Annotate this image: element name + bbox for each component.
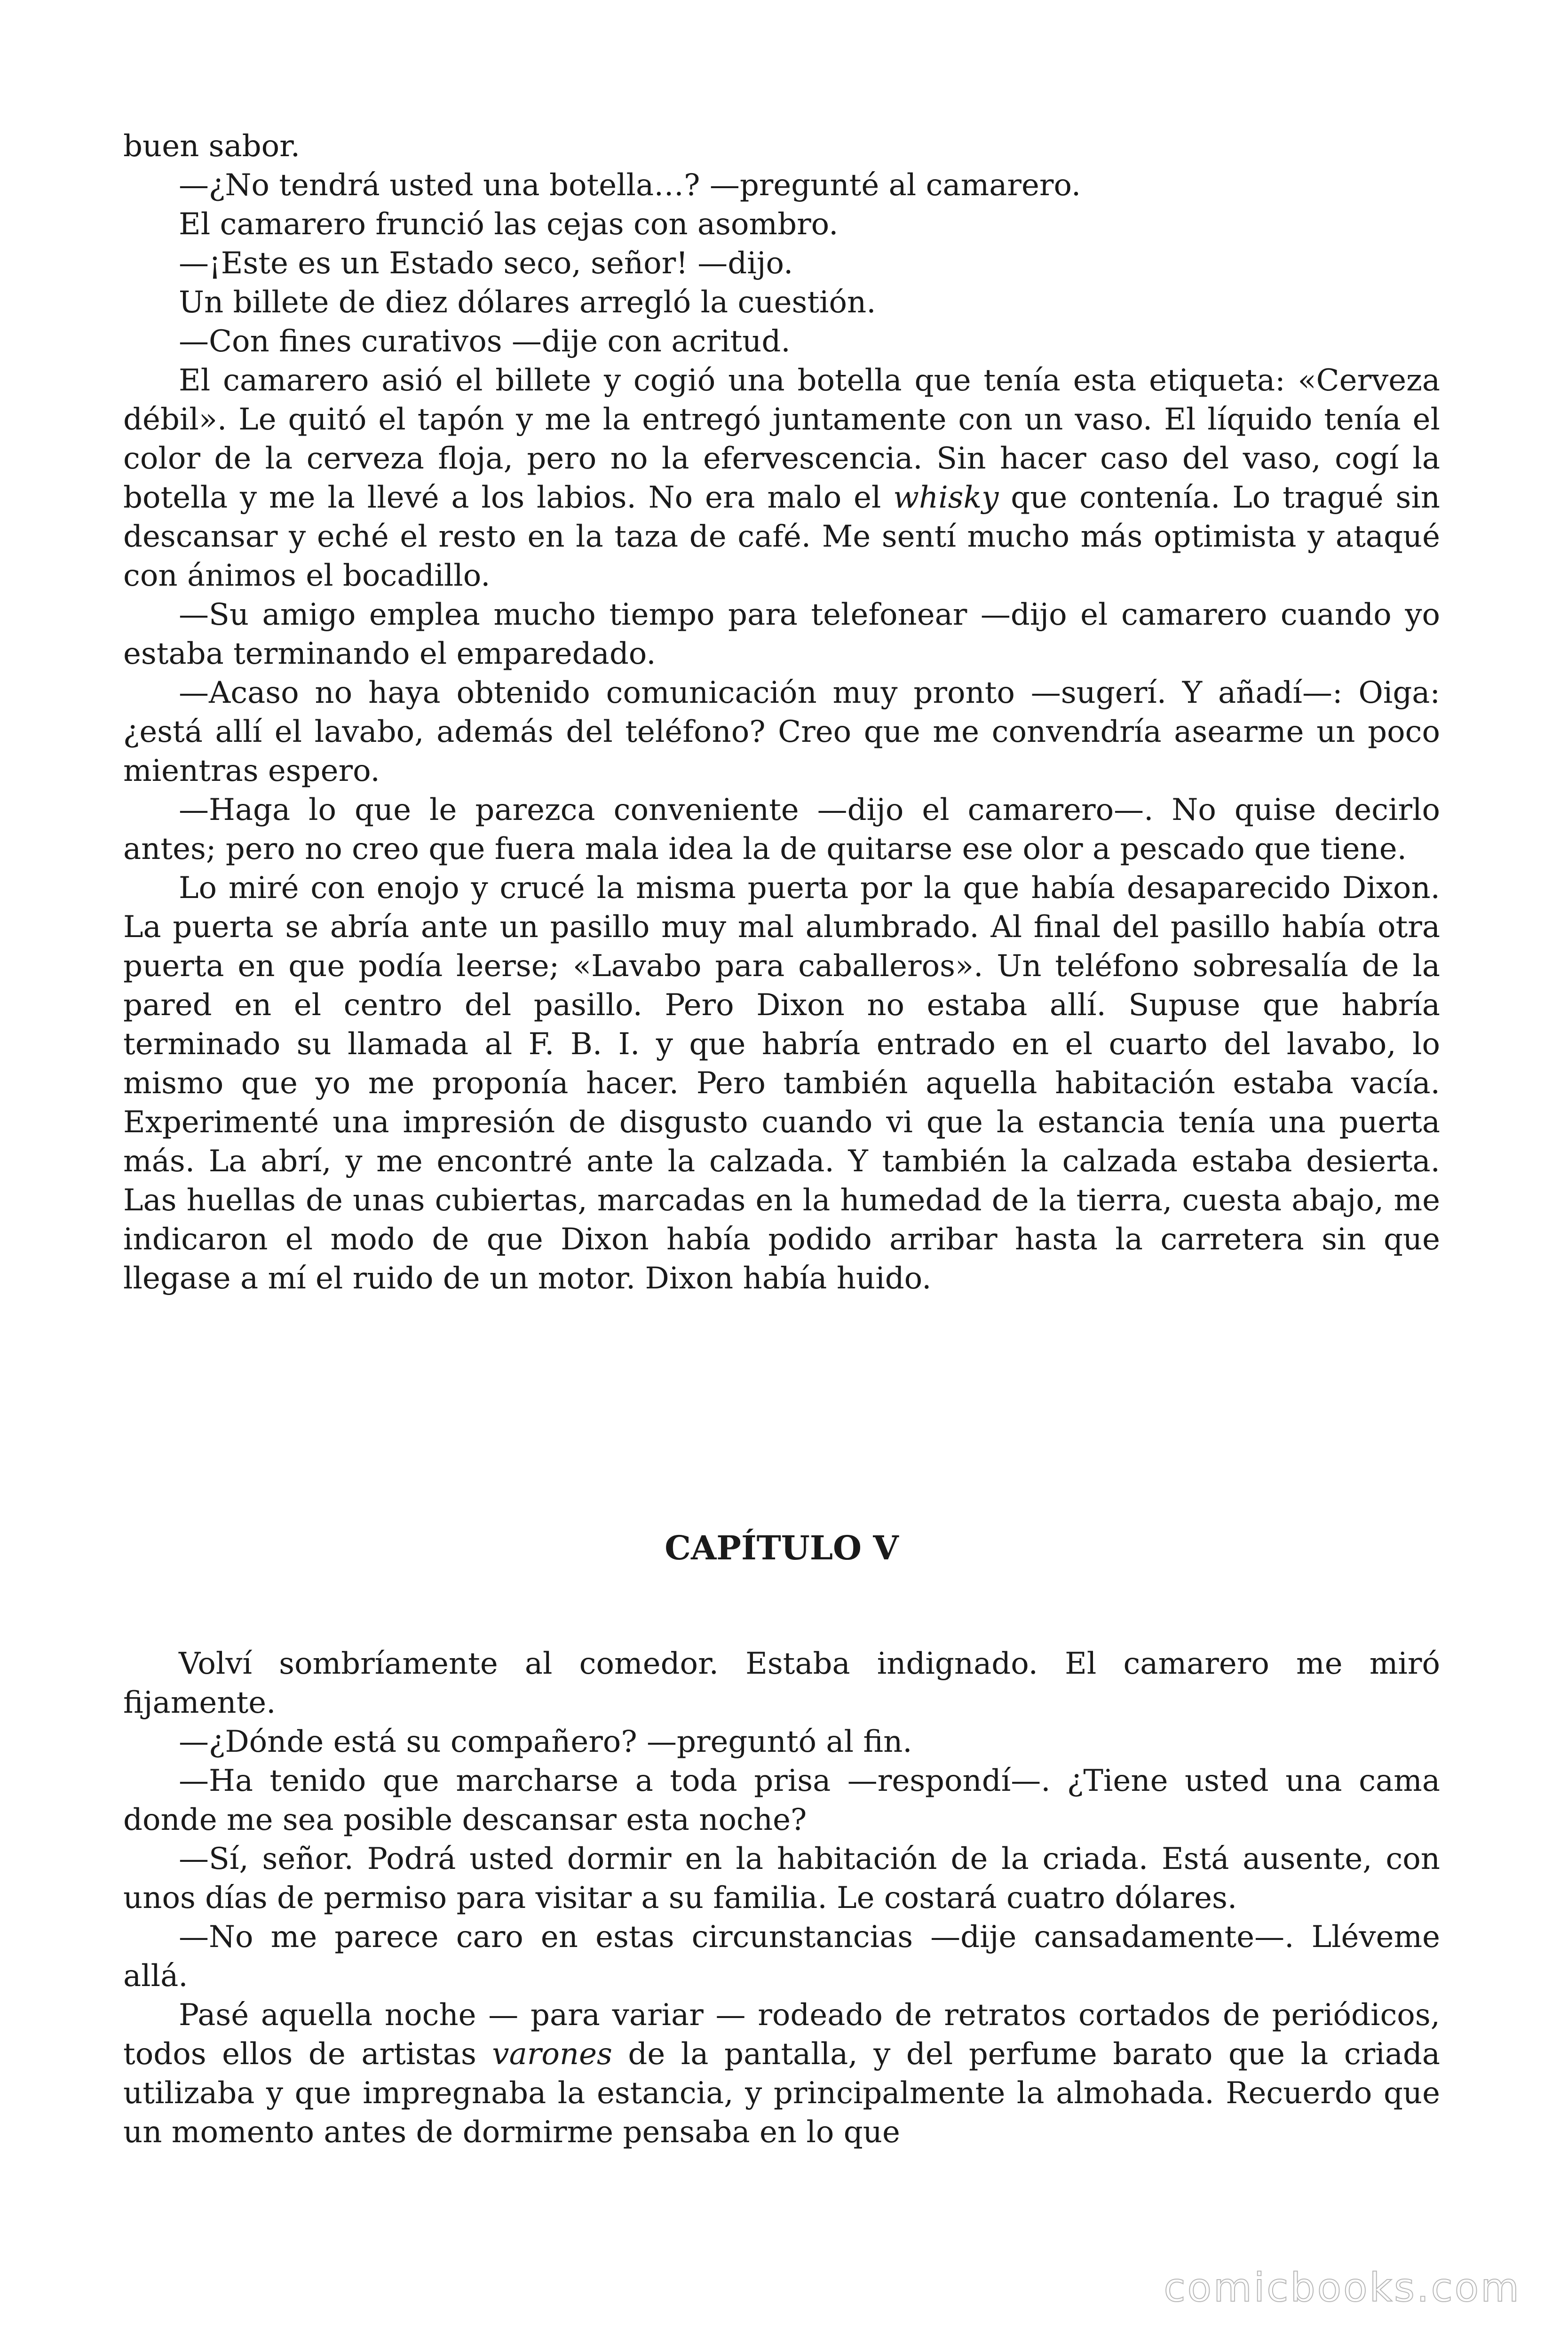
paragraph (123, 361, 1440, 596)
paragraph (123, 1996, 1440, 2152)
paragraph-text: Pasé aquella noche — para variar — rodeado de retratos cortados de periódicos, todos ellos de artistas (123, 1998, 1440, 2072)
paragraph: —Con fines curativos —dije con acritud. (179, 324, 791, 359)
paragraph: —Su amigo emplea mucho tiempo para telefonear —dijo el camarero cuando yo estaba terminando el emparedado. (123, 597, 1440, 671)
italic-word: whisky (893, 480, 999, 515)
watermark-logo: comicbooks.com (1164, 2265, 1521, 2311)
paragraph: —¡Este es un Estado seco, señor! —dijo. (179, 246, 793, 281)
paragraph-text: que contenía. Lo tragué sin descansar y eché el resto en la taza de café. Me sentí mucho más optimista y ataqué con ánimos el bocadillo. (123, 480, 1441, 593)
paragraph: Lo miré con enojo y crucé la misma puerta por la que había desaparecido Dixon. La puerta se abría ante un pasillo muy mal alumbrado. Al final del pasillo había otra puerta en que podía leerse; «Lavabo para caballeros». Un teléfono sobresalía de la pared en el centro del pasillo. Pero Dixon no estaba allí. Supuse que habría terminado su llamada al F. B. I. y que habría entrado en el cuarto del lavabo, lo mismo que yo me proponía hacer. Pero también aquella habitación estaba vacía. Experimenté una impresión de disgusto cuando vi que la estancia tenía una puerta más. La abrí, y me encontré ante la calzada. Y también la calzada estaba desierta. Las huellas de unas cubiertas, marcadas en la humedad de la tierra, cuesta abajo, me indicaron el modo de que Dixon había podido arribar hasta la carretera sin que llegase a mí el ruido de un motor. Dixon había huido. (123, 871, 1440, 1296)
paragraph: —Sí, señor. Podrá usted dormir en la habitación de la criada. Está ausente, con unos días de permiso para visitar a su familia. Le costará cuatro dólares. (123, 1842, 1440, 1915)
paragraph: —Acaso no haya obtenido comunicación muy pronto —sugerí. Y añadí—: Oiga: ¿está allí el lavabo, además del teléfono? Creo que me convendría asearme un poco mientras espero. (123, 675, 1440, 788)
paragraph-text: El camarero asió el billete y cogió una botella que tenía esta etiqueta: «Cerveza débil». Le quitó el tapón y me la entregó juntamente con un vaso. El líquido tenía el color de la cerveza floja, pero no la efervescencia. Sin hacer caso del vaso, cogí la botella y me la llevé a los labios. No era malo el (123, 363, 1440, 515)
paragraph: —¿No tendrá usted una botella…? —pregunté al camarero. (179, 168, 1081, 203)
paragraph: —¿Dónde está su compañero? —preguntó al fin. (179, 1724, 912, 1759)
paragraph: —No me parece caro en estas circunstancias —dije cansadamente—. Lléveme allá. (123, 1920, 1440, 1994)
paragraph: El camarero frunció las cejas con asombro. (179, 207, 839, 242)
paragraph-text: de la pantalla, y del perfume barato que la criada utilizaba y que impregnaba la estancia, y principalmente la almohada. Recuerdo que un momento antes de dormirme pensaba en lo que (123, 2037, 1441, 2150)
paragraph: Un billete de diez dólares arregló la cuestión. (179, 285, 876, 320)
paragraph: —Haga lo que le parezca conveniente —dijo el camarero—. No quise decirlo antes; pero no creo que fuera mala idea la de quitarse ese olor a pescado que tiene. (123, 793, 1440, 866)
paragraph: buen sabor. (123, 129, 301, 164)
paragraph: Volví sombríamente al comedor. Estaba indignado. El camarero me miró fijamente. (123, 1646, 1440, 1720)
chapter-heading: CAPÍTULO V (665, 1528, 899, 1567)
italic-word: varones (492, 2037, 612, 2072)
paragraph: —Ha tenido que marcharse a toda prisa —respondí—. ¿Tiene usted una cama donde me sea posible descansar esta noche? (123, 1764, 1440, 1837)
book-page (123, 127, 1440, 2152)
